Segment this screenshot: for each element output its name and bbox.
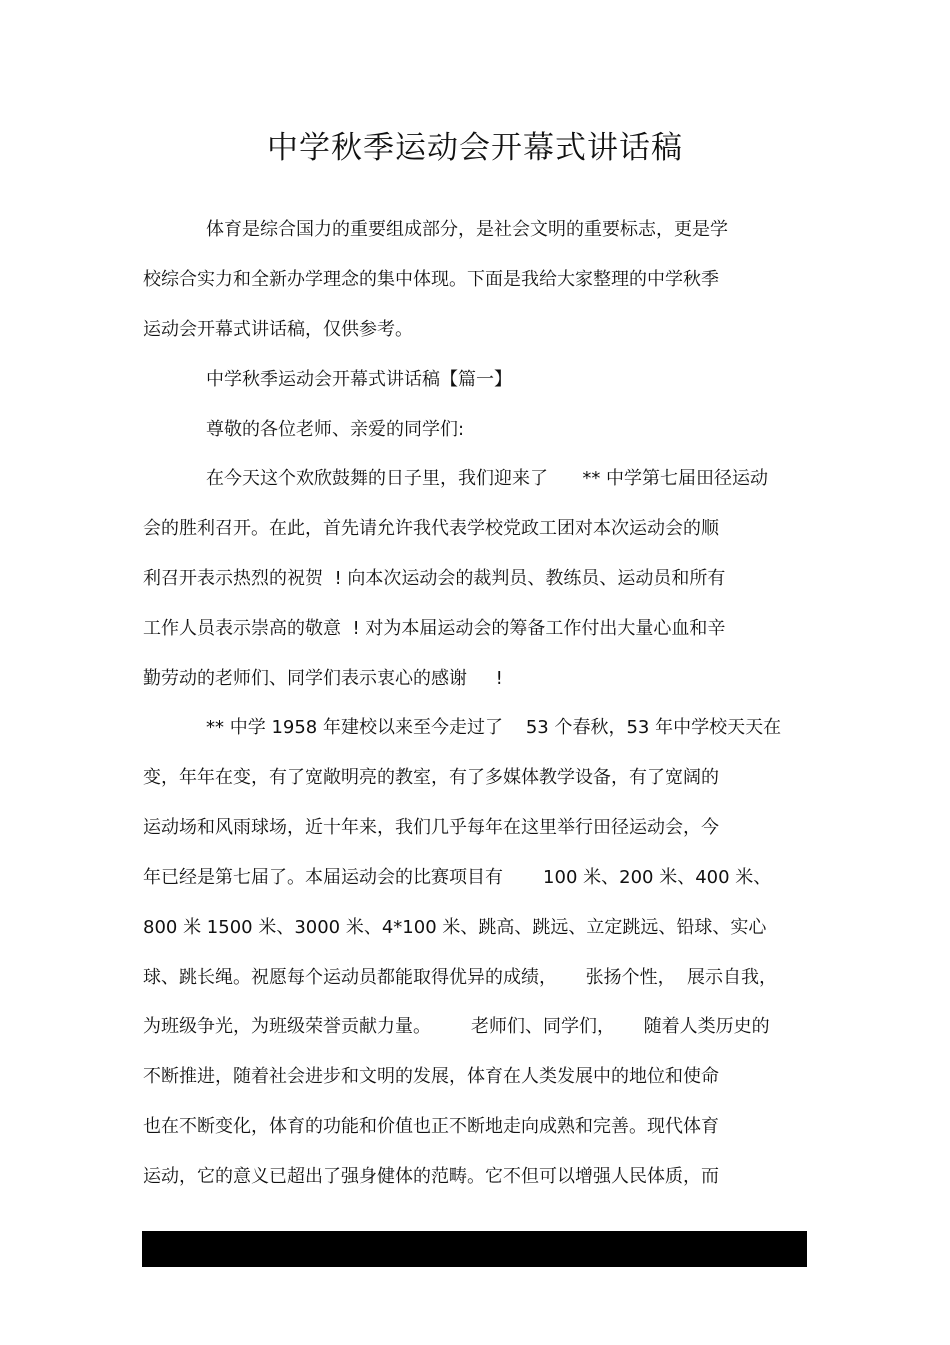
paragraph-line: 体育是综合国力的重要组成部分，是社会文明的重要标志，更是学 [206, 219, 728, 240]
paragraph-line: 不断推进，随着社会进步和文明的发展，体育在人类发展中的地位和使命 [143, 1066, 719, 1087]
paragraph-line: 运动会开幕式讲话稿，仅供参考。 [143, 319, 413, 340]
paragraph-line: 利召开表示热烈的祝贺 ! 向本次运动会的裁判员、教练员、运动员和所有 [143, 568, 726, 589]
paragraph-line: ** 中学 1958 年建校以来至今走过了 53 个春秋，53 年中学校天天在 [206, 717, 782, 738]
paragraph-line: 球、跳长绳。祝愿每个运动员都能取得优异的成绩， 张扬个性， 展示自我， [143, 967, 778, 988]
paragraph-line: 运动，它的意义已超出了强身健体的范畴。它不但可以增强人民体质，而 [143, 1166, 719, 1187]
paragraph-line: 会的胜利召开。在此，首先请允许我代表学校党政工团对本次运动会的顺 [143, 518, 719, 539]
section-heading: 中学秋季运动会开幕式讲话稿【篇一】 [206, 369, 512, 390]
paragraph-line: 运动场和风雨球场，近十年来，我们几乎每年在这里举行田径运动会，今 [143, 817, 719, 838]
paragraph-line: 校综合实力和全新办学理念的集中体现。下面是我给大家整理的中学秋季 [143, 269, 719, 290]
paragraph-line: 变，年年在变，有了宽敞明亮的教室，有了多媒体教学设备，有了宽阔的 [143, 767, 719, 788]
paragraph-line: 年已经是第七届了。本届运动会的比赛项目有 100 米、200 米、400 米、 [143, 867, 772, 888]
paragraph-line: 为班级争光，为班级荣誉贡献力量。 老师们、同学们， 随着人类历史的 [143, 1016, 770, 1037]
paragraph-line: 也在不断变化，体育的功能和价值也正不断地走向成熟和完善。现代体育 [143, 1116, 719, 1137]
black-footer-bar [142, 1231, 807, 1267]
paragraph-line: 勤劳动的老师们、同学们表示衷心的感谢 ! [143, 668, 503, 689]
document-title: 中学秋季运动会开幕式讲话稿 [267, 130, 683, 166]
paragraph-line: 800 米 1500 米、3000 米、4*100 米、跳高、跳远、立定跳远、铅球、实心 [143, 917, 767, 938]
salutation: 尊敬的各位老师、亲爱的同学们: [206, 419, 465, 440]
paragraph-line: 在今天这个欢欣鼓舞的日子里，我们迎来了 ** 中学第七届田径运动 [206, 468, 769, 489]
paragraph-line: 工作人员表示崇高的敬意 ! 对为本届运动会的筹备工作付出大量心血和辛 [143, 618, 726, 639]
